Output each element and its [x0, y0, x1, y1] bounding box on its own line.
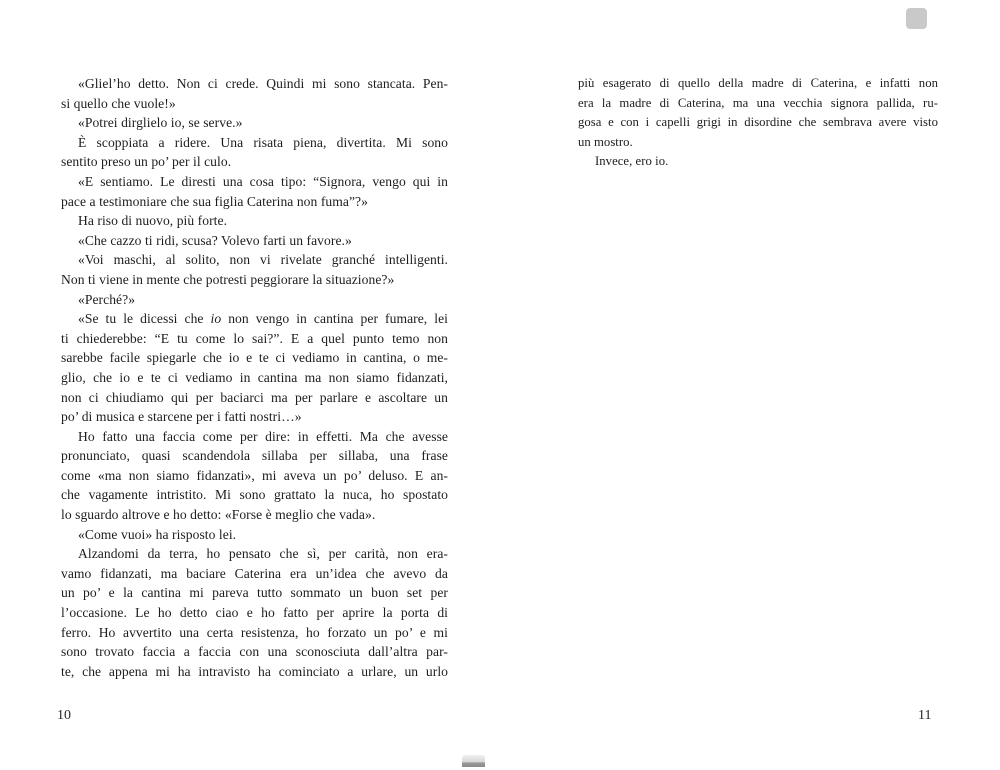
page-left — [61, 74, 448, 681]
text-line: lo sguardo altrove e ho detto: «Forse è meglio che vada». — [61, 507, 376, 523]
text-line: ferro. Ho avvertito una certa resistenza, ho forzato un po’ e mi — [61, 624, 448, 640]
text-line: pronunciato, quasi scandendola sillaba per sillaba, una frase — [61, 448, 448, 464]
text-line: si quello che vuole!» — [61, 95, 176, 111]
text-line: non ci chiudiamo qui per baciarci ma per parlare e ascoltare un — [61, 389, 448, 405]
bottom-drag-handle[interactable] — [462, 755, 485, 767]
text-line: più esagerato di quello della madre di Caterina, e infatti non — [578, 76, 938, 90]
text-line: che vagamente intristito. Mi sono grattato la nuca, ho spostato — [61, 487, 448, 503]
text-line: un mostro. — [578, 134, 633, 149]
text-line: pace a testimoniare che sua figlia Caterina non fuma”?» — [61, 193, 368, 209]
text-line: era la madre di Caterina, ma una vecchia signora pallida, ru- — [578, 95, 938, 110]
page-number-left: 10 — [57, 708, 71, 723]
text-line: te, che appena mi ha intravisto ha cominciato a urlare, un urlo — [61, 663, 448, 679]
text-line: «Che cazzo ti ridi, scusa? Volevo farti un favore.» — [78, 232, 352, 248]
text-line: gosa e con i capelli grigi in disordine che sembrava avere visto — [578, 115, 938, 130]
text-line: «E sentiamo. Le diresti una cosa tipo: “Signora, vengo qui in — [78, 173, 448, 189]
text-line: ti chiederebbe: “E tu come lo sai?”. E a quel punto temo non — [61, 330, 448, 346]
text-line: sono trovato faccia a faccia con una sconosciuta dall’altra par- — [61, 644, 448, 660]
text-line: sentito preso un po’ per il culo. — [61, 154, 232, 170]
text-line: Non ti viene in mente che potresti peggiorare la situazione?» — [61, 271, 395, 287]
text-line: po’ di musica e starcene per i fatti nostri…» — [61, 409, 302, 425]
text-line: «Perché?» — [78, 291, 136, 307]
text-line: vamo fidanzati, ma baciare Caterina era un’idea che avevo da — [61, 565, 448, 581]
text-line: glio, che io e te ci vediamo in cantina ma non siamo fidanzati, — [61, 369, 448, 385]
text-line: «Potrei dirglielo io, se serve.» — [78, 115, 243, 131]
text-line: un po’ e la cantina mi pareva tutto sommato un buon set per — [61, 585, 448, 601]
page-number-right: 11 — [918, 708, 932, 723]
text-line: come «ma non siamo fidanzati», mi aveva un po’ deluso. E an- — [61, 467, 448, 483]
text-line: l’occasione. Le ho detto ciao e ho fatto per aprire la porta di — [61, 605, 448, 621]
text-line: «Voi maschi, al solito, non vi rivelate granché intelligenti. — [78, 252, 448, 268]
text-line: «Come vuoi» ha risposto lei. — [78, 526, 237, 542]
text-line: Invece, ero io. — [595, 154, 669, 169]
text-line: sarebbe facile spiegarle che io e te ci vediamo in cantina, o me- — [61, 350, 448, 366]
text-line: Alzandomi da terra, ho pensato che sì, per carità, non era- — [78, 546, 448, 562]
page-right — [578, 74, 938, 172]
text-line: «Gliel’ho detto. Non ci crede. Quindi mi sono stancata. Pen- — [78, 76, 448, 91]
page-right-text — [578, 74, 938, 172]
text-line: Ha riso di nuovo, più forte. — [78, 213, 228, 229]
text-line: «Se tu le dicessi che io non vengo in cantina per fumare, lei — [78, 311, 449, 327]
top-right-square-button[interactable] — [906, 8, 927, 29]
text-line: È scoppiata a ridere. Una risata piena, divertita. Mi sono — [78, 134, 448, 150]
text-line: Ho fatto una faccia come per dire: in effetti. Ma che avesse — [78, 428, 448, 444]
page-left-text — [61, 74, 448, 681]
